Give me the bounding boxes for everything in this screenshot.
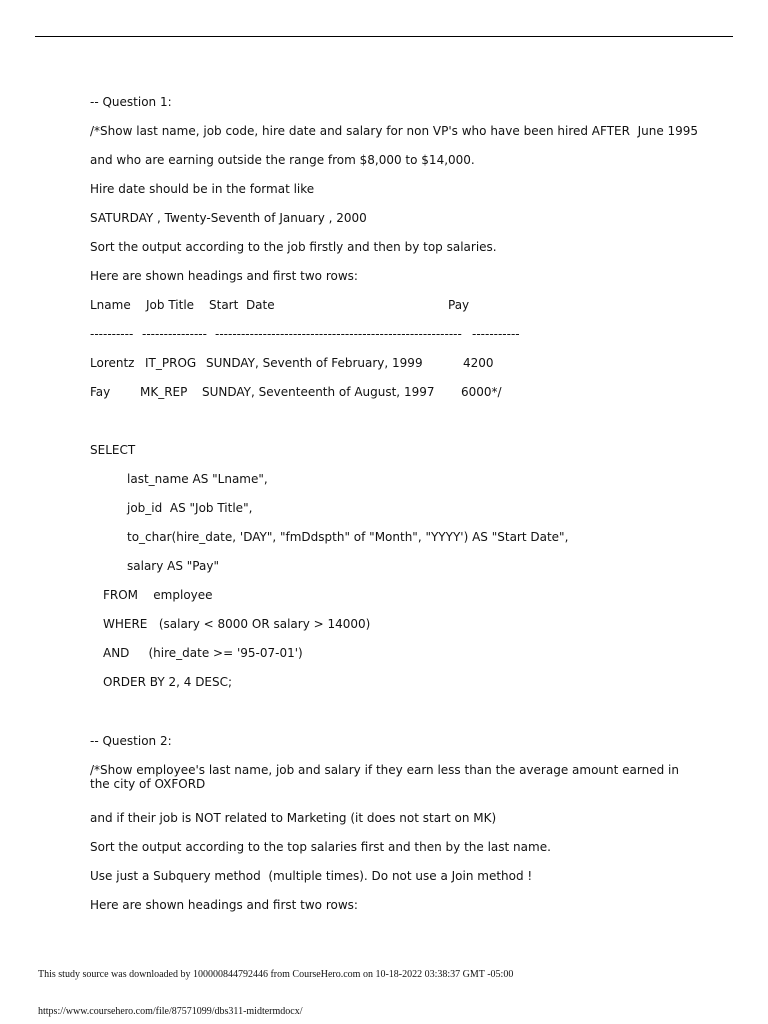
table-row-2-pay: 6000*/ (461, 385, 502, 399)
sql-from: FROM employee (103, 588, 213, 602)
table-dash-1: ---------- (90, 327, 134, 341)
sql-where: WHERE (salary < 8000 OR salary > 14000) (103, 617, 371, 631)
q1-line-5: Sort the output according to the job firstly and then by top salaries. (90, 240, 497, 254)
q2-line-1: /*Show employee's last name, job and salary if they earn less than the average amount earned in the city of OXFORD (90, 763, 679, 791)
top-rule (35, 36, 733, 37)
q2-line-4: Use just a Subquery method (multiple times). Do not use a Join method ! (90, 869, 533, 883)
source-url[interactable]: https://www.coursehero.com/file/87571099/dbs311-midtermdocx/ (38, 1006, 303, 1017)
table-row-1-job: IT_PROG (145, 356, 197, 370)
q2-line-3: Sort the output according to the top salaries first and then by the last name. (90, 840, 551, 854)
sql-col-pay: salary AS "Pay" (127, 559, 219, 573)
sql-col-job: job_id AS "Job Title", (127, 501, 253, 515)
sql-and: AND (hire_date >= '95-07-01') (103, 646, 303, 660)
table-header-lname: Lname (90, 298, 131, 312)
table-header-start-date: Start Date (209, 298, 275, 312)
table-row-1-pay: 4200 (463, 356, 494, 370)
table-row-2-job: MK_REP (140, 385, 188, 399)
table-row-2-lname: Fay (90, 385, 111, 399)
question-1-header: -- Question 1: (90, 95, 172, 109)
table-header-pay: Pay (448, 298, 470, 312)
sql-select: SELECT (90, 443, 136, 457)
sql-order-by: ORDER BY 2, 4 DESC; (103, 675, 233, 689)
q1-line-3: Hire date should be in the format like (90, 182, 315, 196)
q1-line-1: /*Show last name, job code, hire date and salary for non VP's who have been hired AFTER June 1995 (90, 124, 699, 138)
table-dash-4: ----------- (472, 327, 520, 341)
sql-col-lname: last_name AS "Lname", (127, 472, 268, 486)
download-notice: This study source was downloaded by 100000844792446 from CourseHero.com on 10-18-2022 03:38:37 GMT -05:00 (38, 969, 514, 980)
table-row-1-lname: Lorentz (90, 356, 135, 370)
table-header-job-title: Job Title (146, 298, 195, 312)
table-row-1-date: SUNDAY, Seventh of February, 1999 (206, 356, 423, 370)
q2-line-5: Here are shown headings and first two rows: (90, 898, 358, 912)
question-2-header: -- Question 2: (90, 734, 172, 748)
q1-line-4: SATURDAY , Twenty-Seventh of January , 2000 (90, 211, 367, 225)
q1-line-2: and who are earning outside the range from $8,000 to $14,000. (90, 153, 475, 167)
q1-line-6: Here are shown headings and first two rows: (90, 269, 358, 283)
table-dash-2: --------------- (142, 327, 207, 341)
sql-col-date: to_char(hire_date, 'DAY", "fmDdspth" of "Month", "YYYY') AS "Start Date", (127, 530, 569, 544)
table-row-2-date: SUNDAY, Seventeenth of August, 1997 (202, 385, 435, 399)
table-dash-3: --------------------------------------------------------- (215, 327, 462, 341)
q2-line-2: and if their job is NOT related to Marketing (it does not start on MK) (90, 811, 497, 825)
